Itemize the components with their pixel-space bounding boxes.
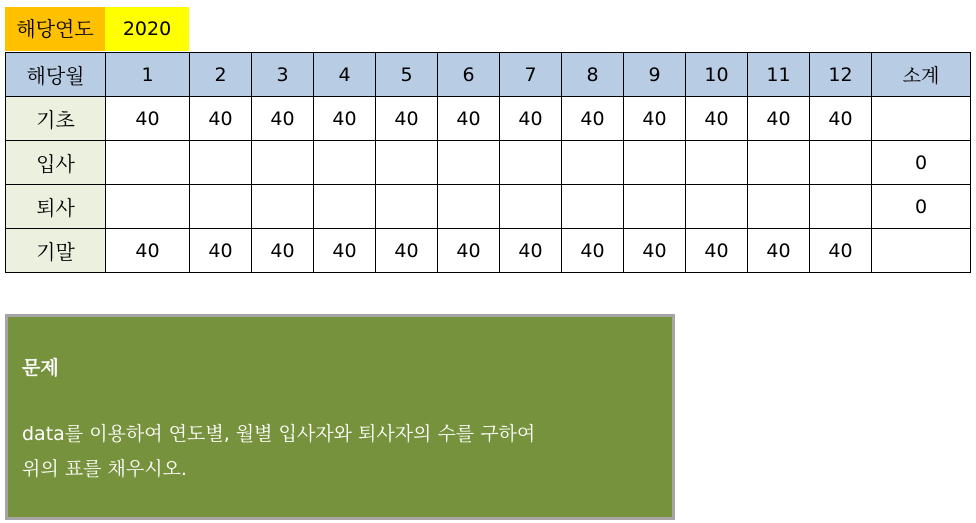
table-cell[interactable]: 40 xyxy=(810,97,872,141)
table-cell[interactable]: 40 xyxy=(252,97,314,141)
table-cell[interactable]: 40 xyxy=(252,229,314,273)
table-cell[interactable]: 40 xyxy=(438,229,500,273)
header-month-2: 2 xyxy=(190,53,252,97)
table-row xyxy=(6,97,971,141)
table-cell[interactable] xyxy=(190,141,252,185)
table-cell[interactable]: 40 xyxy=(748,229,810,273)
header-month-11: 11 xyxy=(748,53,810,97)
table-cell[interactable]: 40 xyxy=(376,229,438,273)
table-cell[interactable] xyxy=(624,185,686,229)
table-cell[interactable]: 40 xyxy=(190,97,252,141)
table-cell[interactable]: 40 xyxy=(314,97,376,141)
table-cell[interactable]: 40 xyxy=(562,229,624,273)
table-cell[interactable] xyxy=(252,185,314,229)
note-line-2: 위의 표를 채우시오. xyxy=(22,458,187,480)
header-month-12: 12 xyxy=(810,53,872,97)
table-cell[interactable] xyxy=(686,141,748,185)
table-cell[interactable]: 40 xyxy=(686,97,748,141)
subtotal-cell[interactable] xyxy=(872,229,971,273)
table-cell[interactable]: 40 xyxy=(190,229,252,273)
header-month-corner: 해당월 xyxy=(6,53,106,97)
row-label: 기말 xyxy=(6,229,106,273)
note-title: 문제 xyxy=(22,357,59,379)
header-month-9: 9 xyxy=(624,53,686,97)
table-cell[interactable] xyxy=(686,185,748,229)
problem-note-box xyxy=(5,314,675,520)
header-month-10: 10 xyxy=(686,53,748,97)
header-month-6: 6 xyxy=(438,53,500,97)
table-cell[interactable] xyxy=(252,141,314,185)
monthly-headcount-table xyxy=(5,52,971,273)
table-cell[interactable] xyxy=(810,141,872,185)
table-cell[interactable]: 40 xyxy=(106,229,190,273)
table-cell[interactable]: 40 xyxy=(748,97,810,141)
table-cell[interactable] xyxy=(376,141,438,185)
table-cell[interactable] xyxy=(562,185,624,229)
table-cell[interactable] xyxy=(748,141,810,185)
table-cell[interactable] xyxy=(562,141,624,185)
table-cell[interactable] xyxy=(438,141,500,185)
table-cell[interactable] xyxy=(314,141,376,185)
table-cell[interactable]: 40 xyxy=(624,229,686,273)
subtotal-cell[interactable]: 0 xyxy=(872,141,971,185)
table-cell[interactable]: 40 xyxy=(500,97,562,141)
table-cell[interactable] xyxy=(106,185,190,229)
row-label: 입사 xyxy=(6,141,106,185)
table-cell[interactable] xyxy=(500,185,562,229)
table-cell[interactable] xyxy=(624,141,686,185)
header-month-8: 8 xyxy=(562,53,624,97)
table-cell[interactable]: 40 xyxy=(314,229,376,273)
table-cell[interactable] xyxy=(500,141,562,185)
table-cell[interactable]: 40 xyxy=(624,97,686,141)
table-row xyxy=(6,141,971,185)
table-cell[interactable] xyxy=(438,185,500,229)
row-label: 퇴사 xyxy=(6,185,106,229)
table-row xyxy=(6,185,971,229)
table-cell[interactable] xyxy=(748,185,810,229)
table-cell[interactable]: 40 xyxy=(438,97,500,141)
table-cell[interactable]: 40 xyxy=(686,229,748,273)
header-month-1: 1 xyxy=(106,53,190,97)
year-label: 해당연도 xyxy=(5,7,105,51)
table-cell[interactable] xyxy=(106,141,190,185)
table-cell[interactable] xyxy=(376,185,438,229)
header-subtotal: 소계 xyxy=(872,53,971,97)
note-body xyxy=(22,417,642,487)
header-month-7: 7 xyxy=(500,53,562,97)
table-cell[interactable] xyxy=(190,185,252,229)
table-cell[interactable] xyxy=(314,185,376,229)
header-month-3: 3 xyxy=(252,53,314,97)
subtotal-cell[interactable] xyxy=(872,97,971,141)
header-month-5: 5 xyxy=(376,53,438,97)
table-cell[interactable] xyxy=(810,185,872,229)
table-cell[interactable]: 40 xyxy=(500,229,562,273)
note-line-1: data를 이용하여 연도별, 월별 입사자와 퇴사자의 수를 구하여 xyxy=(22,423,536,445)
table-cell[interactable]: 40 xyxy=(106,97,190,141)
table-cell[interactable]: 40 xyxy=(376,97,438,141)
header-month-4: 4 xyxy=(314,53,376,97)
table-header-row xyxy=(6,53,971,97)
table-row xyxy=(6,229,971,273)
table-cell[interactable]: 40 xyxy=(562,97,624,141)
subtotal-cell[interactable]: 0 xyxy=(872,185,971,229)
row-label: 기초 xyxy=(6,97,106,141)
table-cell[interactable]: 40 xyxy=(810,229,872,273)
year-value-cell[interactable]: 2020 xyxy=(105,7,189,51)
